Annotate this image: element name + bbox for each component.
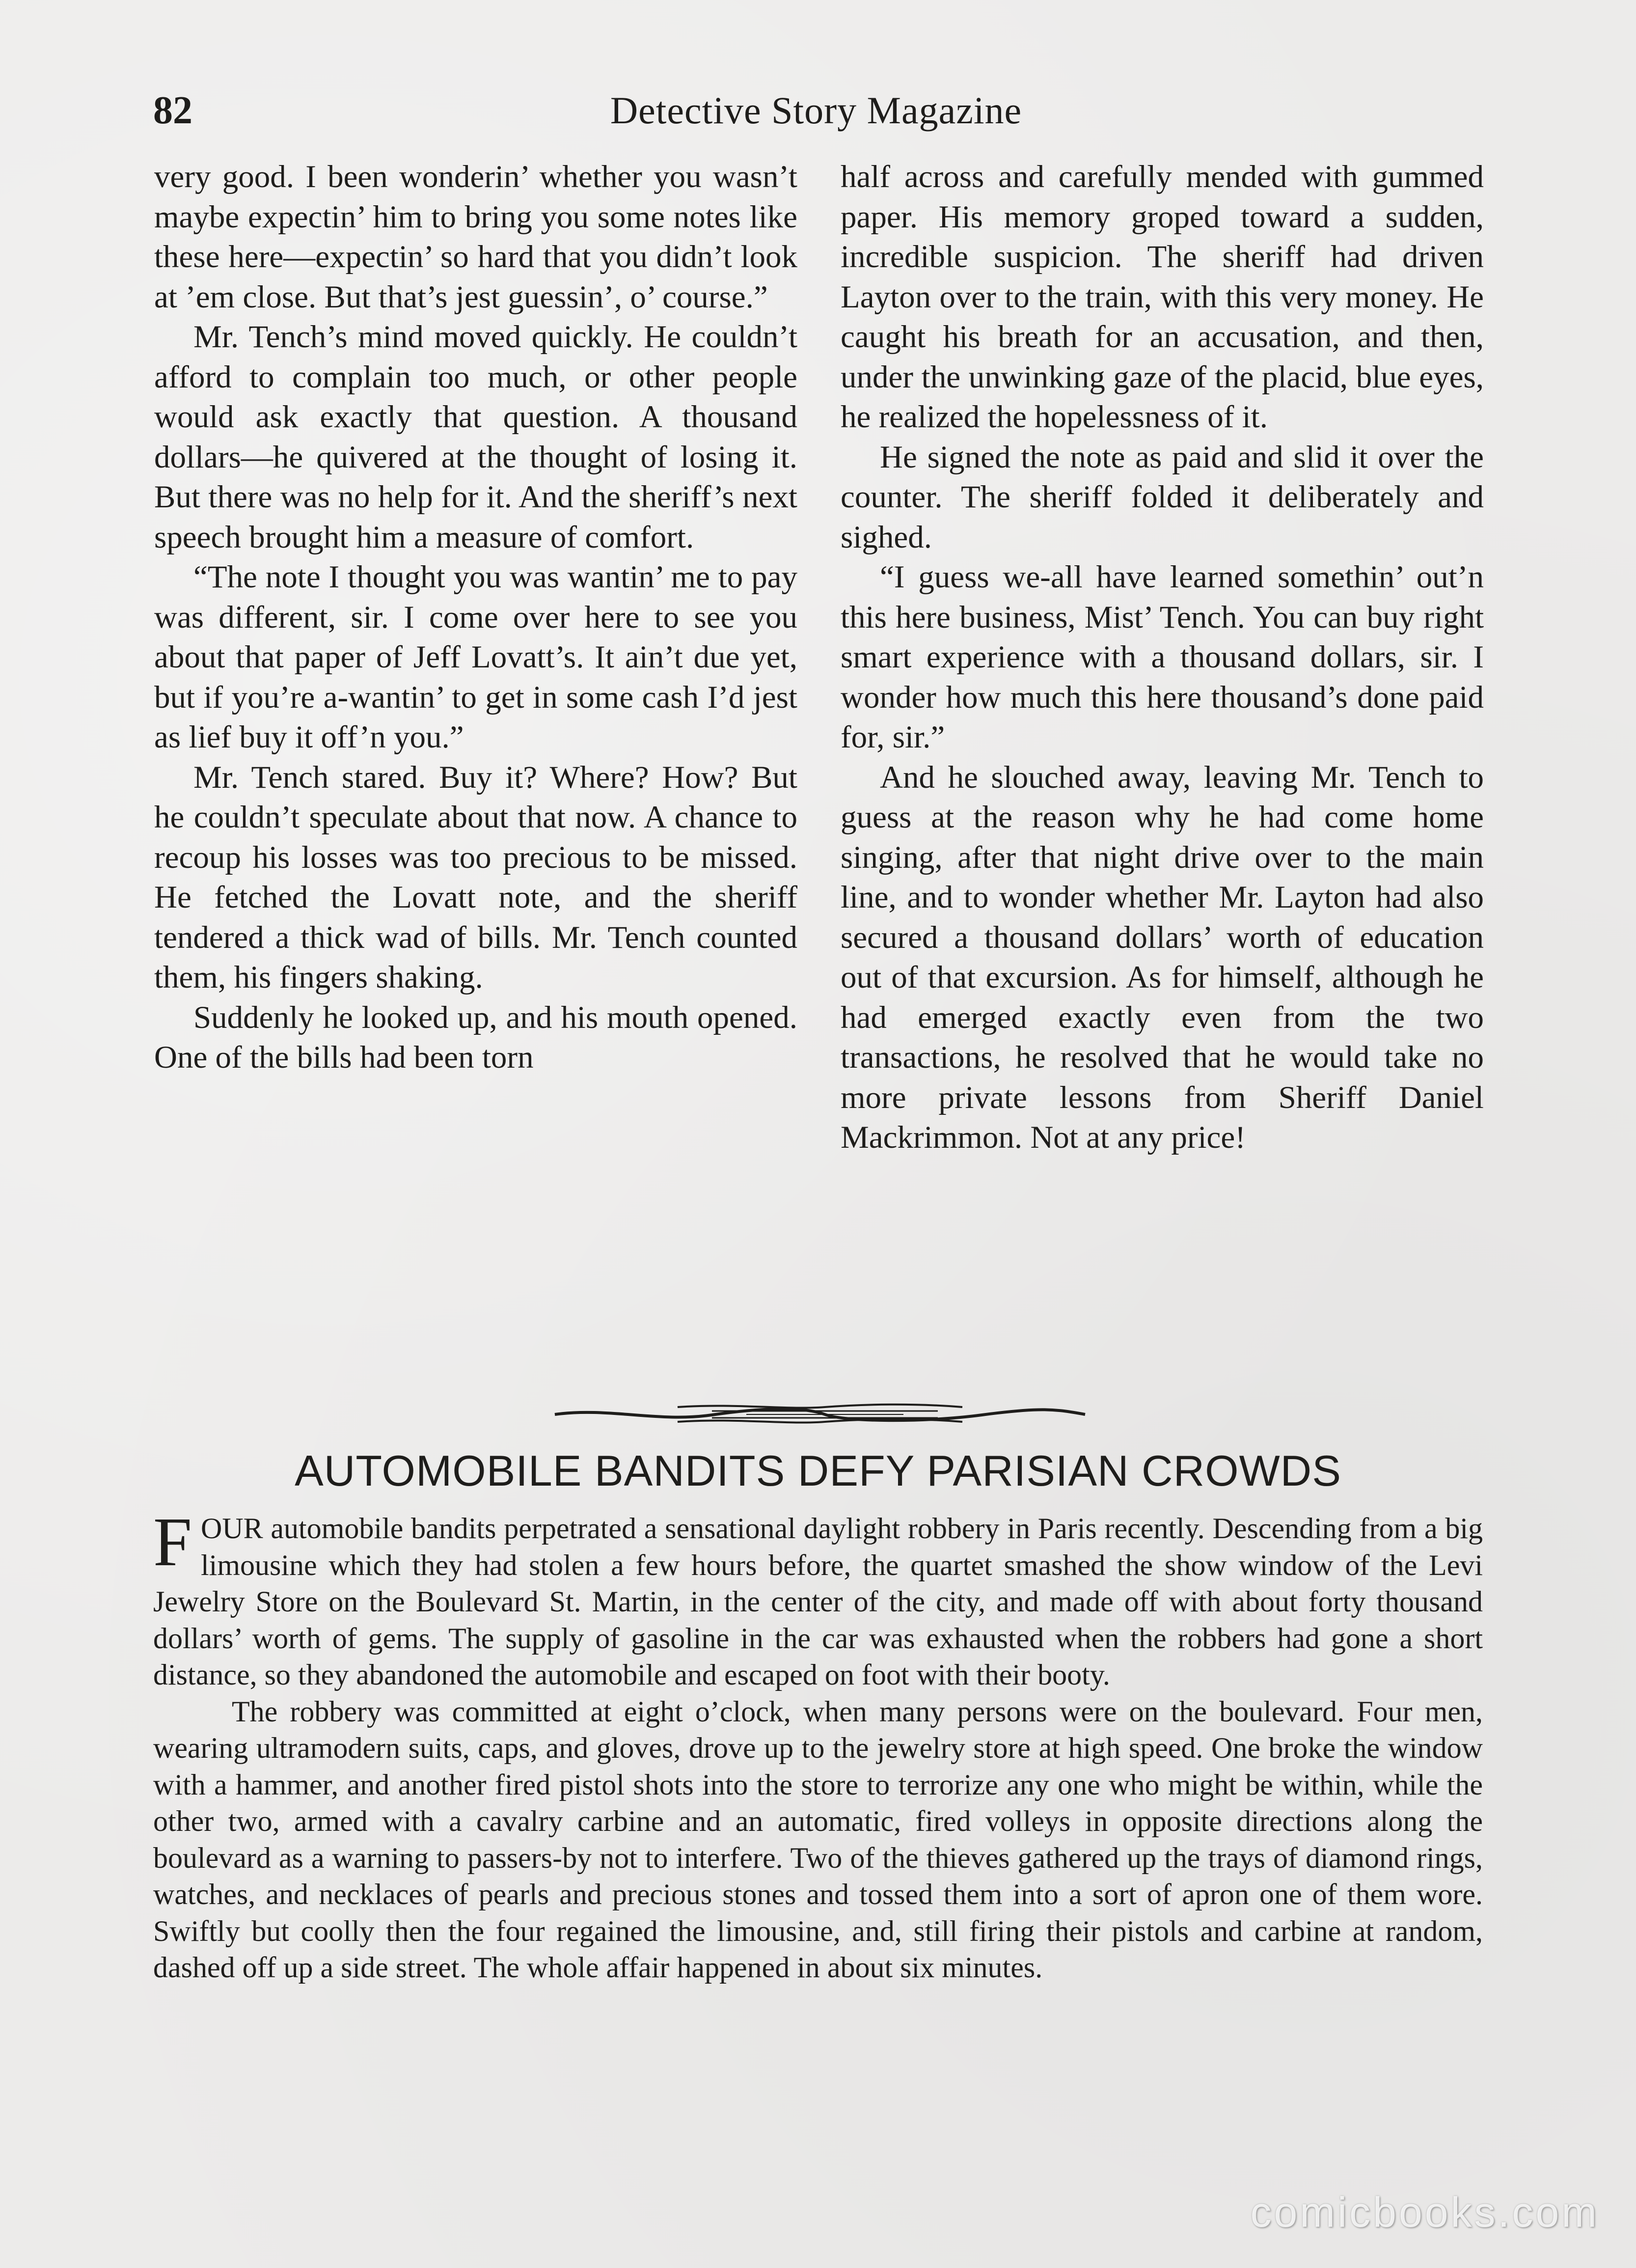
story-paragraph: Mr. Tench’s mind moved quickly. He couldn’t afford to complain too much, or other people would ask exactly that question. A thousand dollars—he quivered at the thought of losing it. But there was no help for it. And the sheriff’s next speech brought him a measure of comfort. — [154, 319, 797, 555]
story-paragraph: “The note I thought you was wantin’ me to pay was different, sir. I come over here to see you about that paper of Jeff Lovatt’s. It ain’t due yet, but if you’re a-wantin’ to get in some cash I’d jest as lief buy it off’n you.” — [154, 559, 797, 755]
article-paragraph: The robbery was committed at eight o’clock, when many persons were on the boulevard. Four men, wearing ultramodern suits, caps, and gloves, drove up to the jewelry store at high speed. One broke the window with a hammer, and another fired pistol shots into the store to terrorize any one who might be within, while the other two, armed with a cavalry carbine and an automatic, fired volleys in opposite directions along the boulevard as a warning to passers-by not to interfere. Two of the thieves gathered up the trays of diamond rings, watches, and necklaces of pearls and precious stones and tossed them into a sort of apron one of them wore. Swiftly but coolly then the four regained the limousine, and, still firing their pistols and carbine at random, dashed off up a side street. The whole affair happened in about six minutes. — [153, 1695, 1483, 1984]
story-paragraph: half across and carefully mended with gummed paper. His memory groped toward a sudden, incredible suspicion. The sheriff had driven Layton over to the train, with this very money. He caught his breath for an accusation, and then, under the unwinking gaze of the placid, blue eyes, he realized the hopelessness of it. — [841, 159, 1484, 435]
page-number: 82 — [153, 89, 192, 132]
site-watermark: comicbooks.com — [1250, 2189, 1599, 2236]
story-paragraph: And he slouched away, leaving Mr. Tench to guess at the reason why he had come home singing, after that night drive over to the main line, and to wonder whether Mr. Layton had also secured a thousand dollars’ worth of education out of that excursion. As for himself, although he had emerged exactly even from the two transactions, he resolved that he would take no more private lessons from Sheriff Daniel Mackrimmon. Not at any price! — [841, 759, 1484, 1155]
running-title: Detective Story Magazine — [610, 89, 1022, 132]
page-header — [153, 79, 1479, 142]
story-paragraph: Suddenly he looked up, and his mouth opened. One of the bills had been torn — [154, 999, 797, 1075]
story-paragraph: “I guess we-all have learned somethin’ out’n this here business, Mist’ Tench. You can buy right smart experience with a thousand dollars, sir. I wonder how much this here thousand’s done paid for, sir.” — [841, 559, 1484, 755]
story-right-column — [841, 157, 1484, 1380]
story-paragraph: very good. I been wonderin’ whether you wasn’t maybe expectin’ him to bring you some notes like these here—expectin’ so hard that you didn’t look at ’em close. But that’s jest guessin’, o’ course.” — [154, 159, 797, 315]
story-left-column — [154, 157, 797, 1380]
article-title: AUTOMOBILE BANDITS DEFY PARISIAN CROWDS — [295, 1446, 1341, 1495]
section-divider-ornament — [550, 1392, 1090, 1437]
story-paragraph: He signed the note as paid and slid it over the counter. The sheriff folded it deliberately and sighed. — [841, 439, 1484, 555]
article-paragraph — [153, 1503, 1483, 1693]
drop-cap: F — [153, 1503, 192, 1580]
article-body — [153, 1503, 1483, 1986]
story-paragraph: Mr. Tench stared. Buy it? Where? How? But he couldn’t speculate about that now. A chance to recoup his losses was too precious to be missed. He fetched the Lovatt note, and the sheriff tendered a thick wad of bills. Mr. Tench counted them, his fingers shaking. — [154, 759, 797, 995]
article-paragraph-text: OUR automobile bandits perpetrated a sensational daylight robbery in Paris recently. Descending from a big limousine which they had stolen a few hours before, the quartet smashed the show window of the Levi Jewelry Store on the Boulevard St. Martin, in the center of the city, and made off with about forty thousand dollars’ worth of gems. The supply of gasoline in the car was exhausted when the robbers had gone a short distance, so they abandoned the automobile and escaped on foot with their booty. — [153, 1512, 1483, 1691]
